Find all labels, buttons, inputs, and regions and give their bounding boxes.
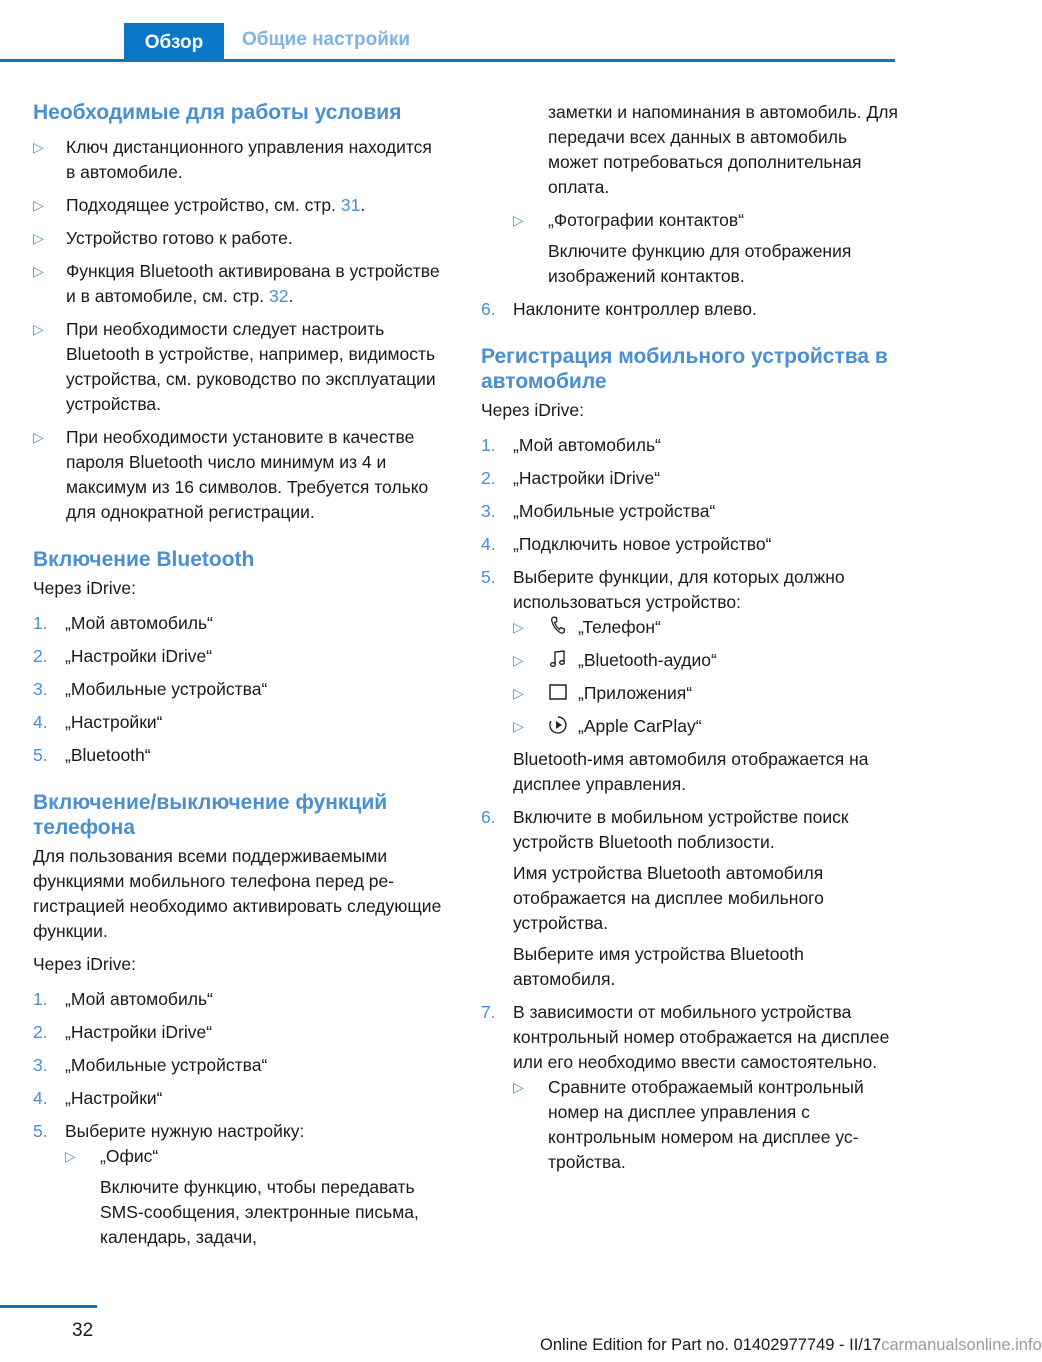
- triangle-bullet-icon: ▷: [513, 619, 524, 635]
- tab-general-settings[interactable]: Общие настройки: [242, 29, 411, 50]
- triangle-bullet-icon: ▷: [33, 139, 44, 155]
- triangle-bullet-icon: ▷: [513, 1079, 524, 1095]
- list-item: ▷ Подходящее устройство, см. стр. 31.: [33, 193, 443, 218]
- watermark: carmanualsonline.info: [881, 1336, 1042, 1354]
- page-number: 32: [72, 1320, 94, 1341]
- list-item: 4. „Настройки“: [33, 1088, 163, 1108]
- triangle-bullet-icon: ▷: [65, 1148, 76, 1164]
- idrive-intro: Через iDrive:: [33, 954, 136, 974]
- bluetooth-name-note: Bluetooth-имя автомобиля отображается на дисплее управления.: [513, 749, 869, 794]
- music-note-icon: [548, 649, 568, 669]
- step-six-note-2: Выберите имя устройства Bluetooth автомобиля.: [513, 944, 804, 989]
- triangle-bullet-icon: ▷: [33, 321, 44, 337]
- list-item: 7. В зависимости от мобильного устройства контрольный номер отображается на дисплее или его необходимо ввести самостоятельно. ▷ Сравните отображаемый контрольный номер на дисплее управления с контрольным номером на дисплее устройства.: [481, 1000, 901, 1175]
- list-item: 1. „Мой автомобиль“: [481, 435, 661, 455]
- footer-rule: [0, 1305, 97, 1308]
- triangle-bullet-icon: ▷: [33, 429, 44, 445]
- list-item: ▷ „Bluetooth-аудио“: [513, 648, 901, 673]
- triangle-bullet-icon: ▷: [33, 230, 44, 246]
- list-item: ▷ Устройство готово к работе.: [33, 226, 443, 251]
- registration-steps: [481, 433, 901, 1175]
- tab-overview[interactable]: [124, 23, 224, 62]
- list-item: ▷ „Apple CarPlay“: [513, 714, 901, 739]
- setting-sublist: [65, 1144, 443, 1250]
- triangle-bullet-icon: ▷: [513, 652, 524, 668]
- phone-function-steps: [33, 987, 443, 1250]
- list-item: 4. „Настройки“: [33, 712, 163, 732]
- page-link[interactable]: 32: [268, 286, 289, 306]
- phone-icon: [548, 616, 568, 636]
- triangle-bullet-icon: ▷: [33, 197, 44, 213]
- list-item: 6. Включите в мобильном устройстве поиск устройств Bluetooth поблизости. Имя устройства Bluetooth автомобиля отображается на дисплее мобильного устройства. Выберите имя устройства Bluetooth автомобиля.: [481, 805, 901, 992]
- list-item: ▷ Функция Bluetooth активирована в устройстве и в автомобиле, см. стр. 32.: [33, 261, 440, 306]
- requirements-list: [33, 135, 443, 525]
- list-item: ▷ „Телефон“: [513, 615, 901, 640]
- list-item: 2. „Настройки iDrive“: [33, 646, 213, 666]
- list-item: 3. „Мобильные устройства“: [481, 501, 716, 521]
- list-item: ▷ „Фотографии контактов“ Включите функцию для отображения изображений контактов.: [513, 208, 901, 289]
- triangle-bullet-icon: ▷: [513, 718, 524, 734]
- office-description: Включите функцию, чтобы передавать SMS-сообщения, электронные письма, календарь, задачи,: [100, 1177, 419, 1247]
- idrive-intro: Через iDrive:: [481, 400, 584, 420]
- section-title-registration: Регистрация мобильного устройства в автомобиле: [481, 345, 888, 393]
- bluetooth-steps: [33, 611, 443, 768]
- photo-description: Включите функцию для отображения изображений контактов.: [548, 241, 852, 286]
- section-title-requirements: Необходимые для работы условия: [33, 101, 402, 124]
- section-title-phone-functions: Включение/выключение функций телефона: [33, 791, 388, 839]
- list-item: ▷ „Офис“ Включите функцию, чтобы передавать SMS-сообщения, электронные письма, календарь, задачи,: [65, 1144, 443, 1250]
- triangle-bullet-icon: ▷: [33, 263, 44, 279]
- step-six-list: [481, 297, 901, 322]
- list-item: 5. „Bluetooth“: [33, 745, 151, 765]
- header-rule: [0, 59, 895, 62]
- continued-text: заметки и напоминания в автомобиль. Для передачи всех данных в автомобиль может потребоваться дополнительная оплата.: [548, 102, 898, 197]
- apps-icon: [548, 682, 568, 702]
- step-six-note-1: Имя устройства Bluetooth автомобиля отображается на дисплее мобильного устройства.: [513, 863, 824, 933]
- list-item: 1. „Мой автомобиль“: [33, 613, 213, 633]
- triangle-bullet-icon: ▷: [513, 685, 524, 701]
- photo-sublist: [481, 208, 901, 289]
- list-item: 5. Выберите нужную настройку: ▷ „Офис“ Включите функцию, чтобы передавать SMS-сообщения, электронные письма, календарь, задачи,: [33, 1119, 443, 1250]
- triangle-bullet-icon: ▷: [513, 212, 524, 228]
- list-item: 2. „Настройки iDrive“: [481, 468, 661, 488]
- list-item: 3. „Мобильные устройства“: [33, 1055, 268, 1075]
- function-sublist: [513, 615, 901, 739]
- left-column: [33, 100, 443, 1258]
- list-item: ▷ Сравните отображаемый контрольный номер на дисплее управления с контрольным номером на дисплее устройства.: [513, 1077, 864, 1172]
- list-item: 3. „Мобильные устройства“: [33, 679, 268, 699]
- idrive-intro: Через iDrive:: [33, 578, 136, 598]
- list-item: 2. „Настройки iDrive“: [33, 1022, 213, 1042]
- edition-footer: Online Edition for Part no. 01402977749 - II/17carmanualsonline.info: [540, 1336, 1042, 1354]
- section-title-bluetooth: Включение Bluetooth: [33, 548, 255, 571]
- list-item: 6. Наклоните контроллер влево.: [481, 299, 757, 319]
- list-item: ▷ При необходимости установите в качестве пароля Bluetooth число минимум из 4 и максимум из 16 символов. Требуется только для однократной регистрации.: [33, 427, 429, 522]
- carplay-icon: [548, 715, 568, 735]
- page-link[interactable]: 31: [340, 195, 361, 215]
- list-item: 1. „Мой автомобиль“: [33, 989, 213, 1009]
- list-item: 5. Выберите функции, для которых должно использоваться устройство: ▷ „Телефон“ ▷ „Bluetooth-аудио“ ▷ „Приложения“ ▷ „Apple CarPlay“ Bluetooth-имя автомобиля отображается на дисплее управления.: [481, 565, 901, 797]
- list-item: 4. „Подключить новое устройство“: [481, 534, 772, 554]
- right-column: [481, 100, 901, 1183]
- phone-functions-paragraph: Для пользования всеми поддерживаемыми функциями мобильного телефона перед регистрацией необходимо активировать следующие функции.: [33, 846, 442, 941]
- list-item: ▷ „Приложения“: [513, 681, 901, 706]
- list-item: ▷ При необходимости следует настроить Bluetooth в устройстве, например, видимость устройства, см. руководство по эксплуатации устройства.: [33, 319, 436, 414]
- list-item: ▷ Ключ дистанционного управления находится в автомобиле.: [33, 137, 432, 182]
- compare-sublist: [513, 1075, 901, 1175]
- tab-overview-label: Обзор: [144, 31, 204, 53]
